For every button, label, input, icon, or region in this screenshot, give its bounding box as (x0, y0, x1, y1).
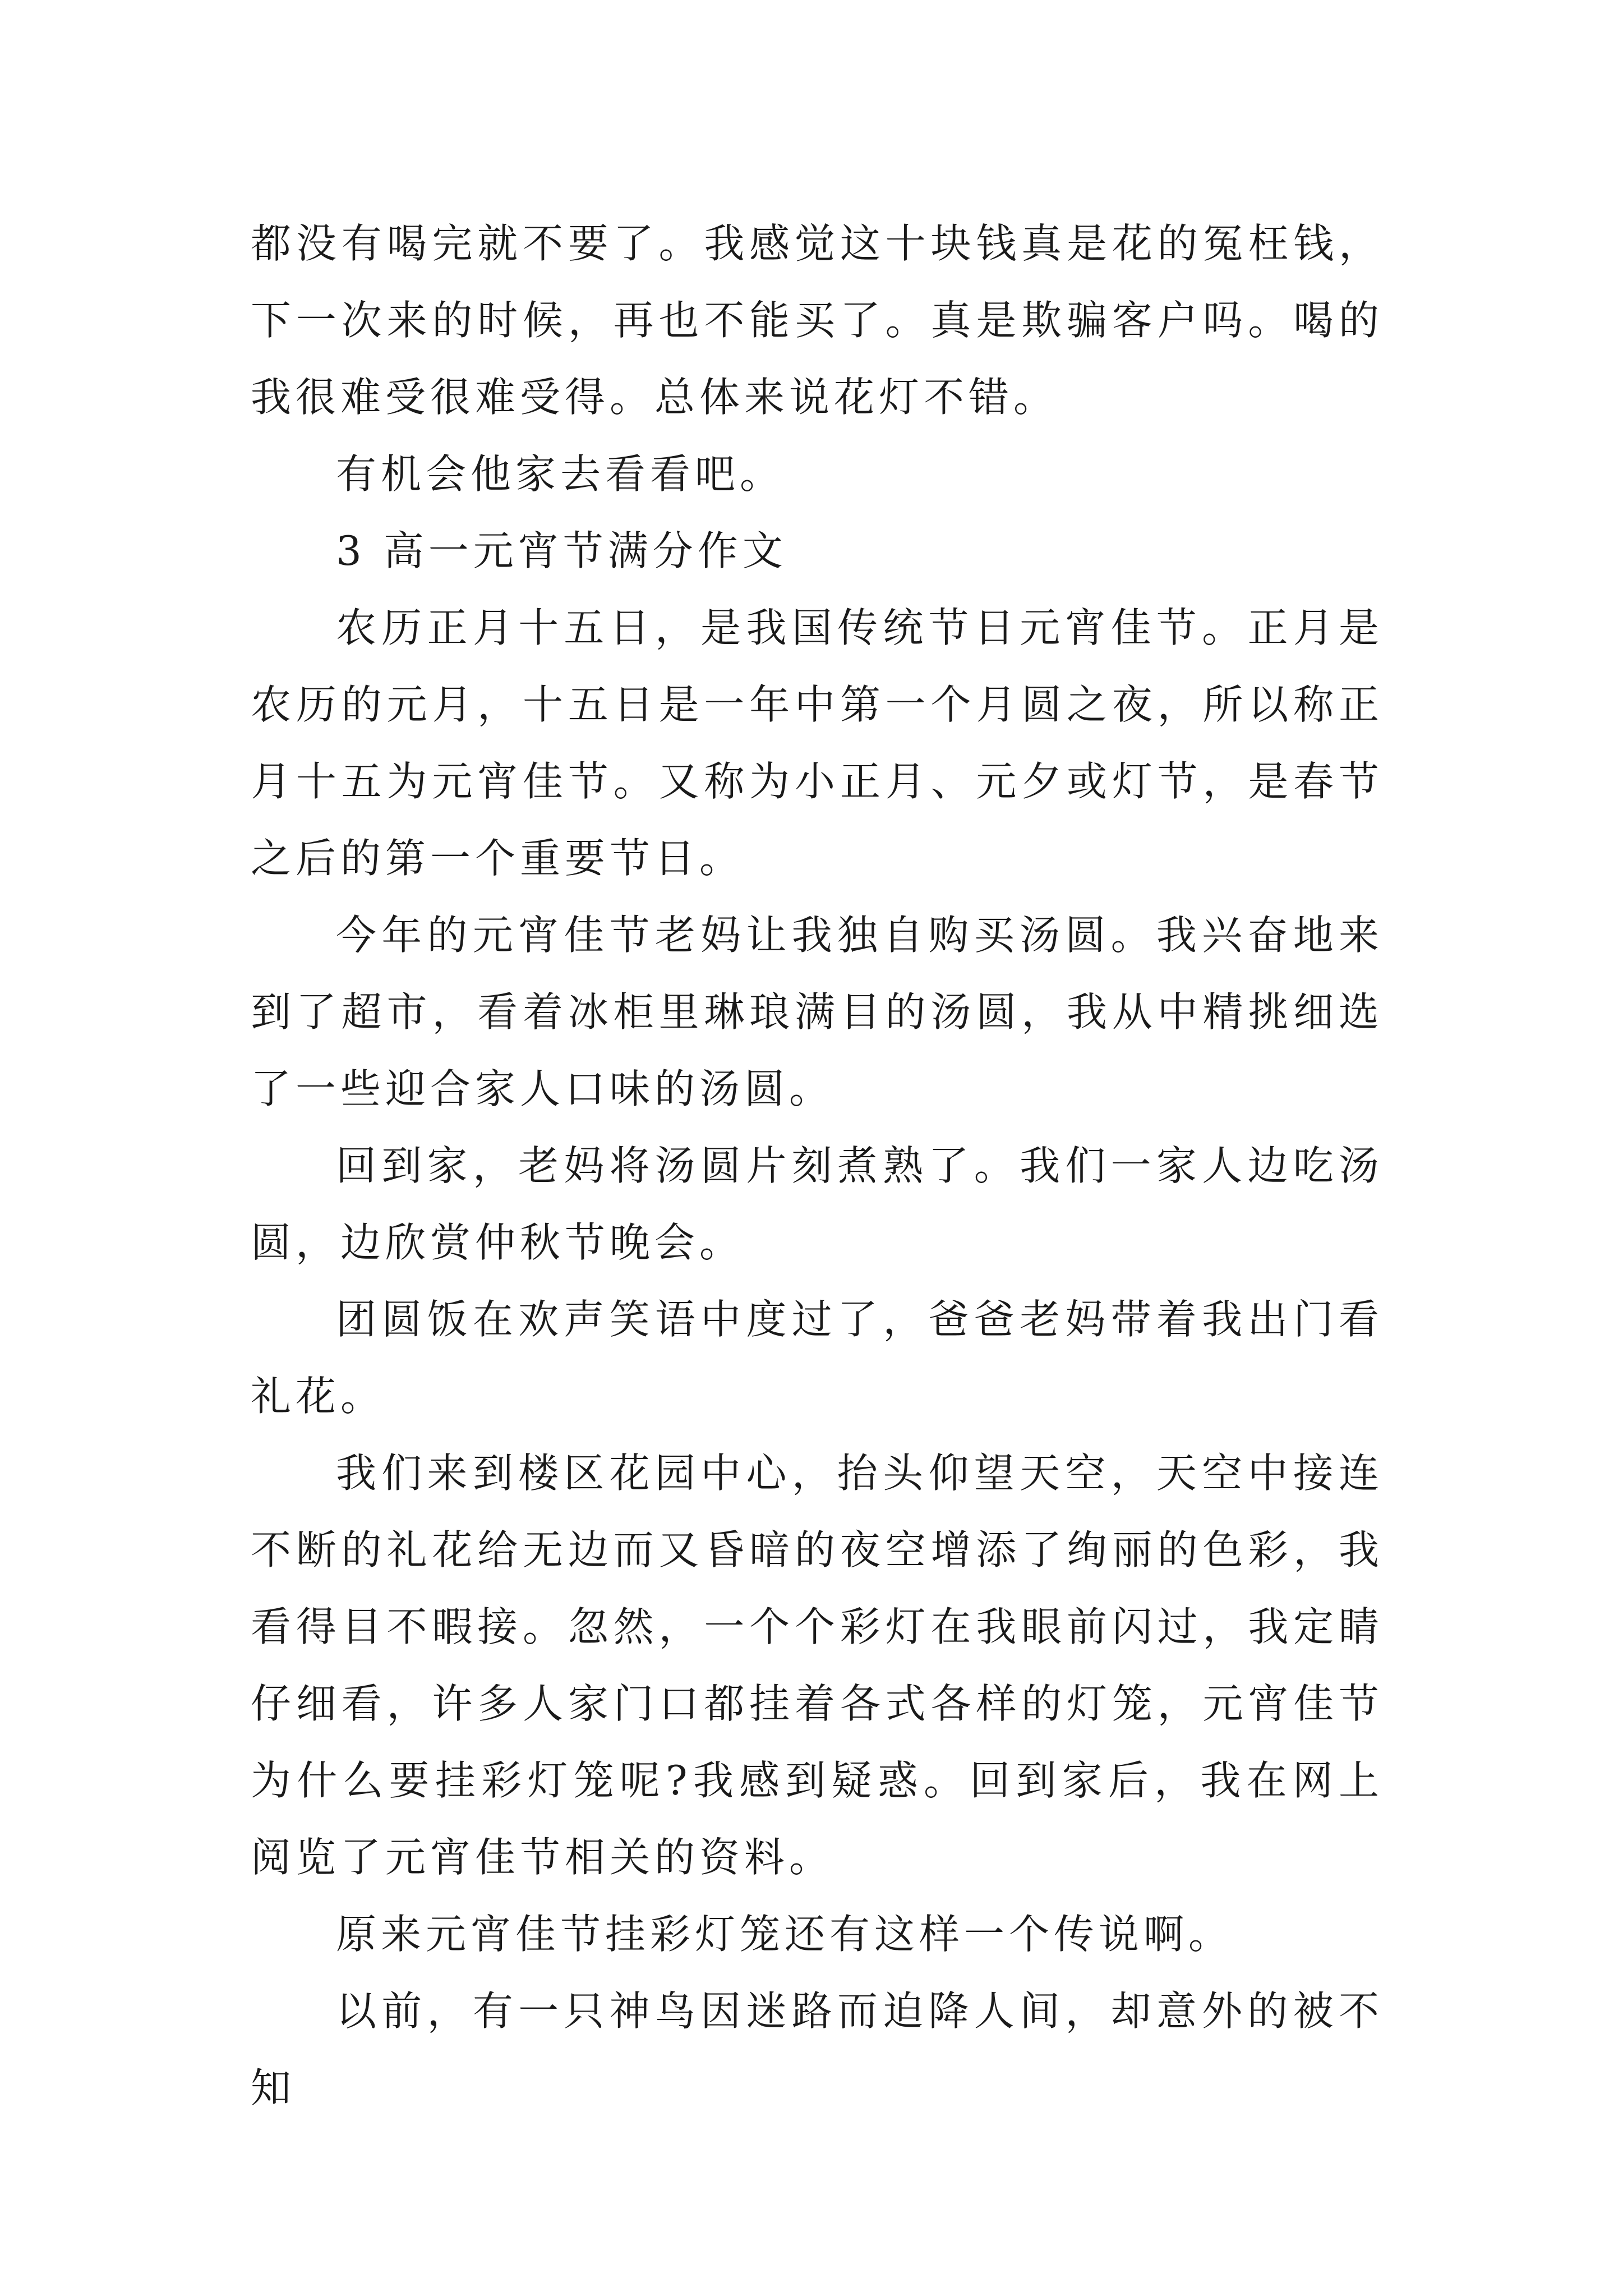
paragraph: 都没有喝完就不要了。我感觉这十块钱真是花的冤枉钱，下一次来的时候，再也不能买了。真是欺骗客户吗。喝的我很难受很难受得。总体来说花灯不错。 (251, 220, 1384, 421)
paragraph: 今年的元宵佳节老妈让我独自购买汤圆。我兴奋地来到了超市，看着冰柜里琳琅满目的汤圆，我从中精挑细选了一些迎合家人口味的汤圆。 (251, 912, 1384, 1112)
paragraph: 回到家，老妈将汤圆片刻煮熟了。我们一家人边吃汤圆，边欣赏仲秋节晚会。 (251, 1142, 1384, 1266)
paragraph: 团圆饭在欢声笑语中度过了，爸爸老妈带着我出门看礼花。 (251, 1296, 1384, 1420)
paragraph: 有机会他家去看看吧。 (336, 450, 785, 498)
document-body (251, 205, 1384, 2127)
section-heading: 3 高一元宵节满分作文 (336, 527, 787, 574)
paragraph: 以前，有一只神鸟因迷路而迫降人间，却意外的被不知 (251, 1987, 1384, 2111)
paragraph: 农历正月十五日，是我国传统节日元宵佳节。正月是农历的元月，十五日是一年中第一个月圆之夜，所以称正月十五为元宵佳节。又称为小正月、元夕或灯节，是春节之后的第一个重要节日。 (251, 604, 1384, 882)
paragraph: 我们来到楼区花园中心，抬头仰望天空，天空中接连不断的礼花给无边而又昏暗的夜空增添了绚丽的色彩，我看得目不暇接。忽然，一个个彩灯在我眼前闪过，我定睛仔细看，许多人家门口都挂着各式各样的灯笼，元宵佳节为什么要挂彩灯笼呢?我感到疑惑。回到家后，我在网上阅览了元宵佳节相关的资料。 (251, 1450, 1384, 1881)
paragraph: 原来元宵佳节挂彩灯笼还有这样一个传说啊。 (336, 1911, 1234, 1958)
